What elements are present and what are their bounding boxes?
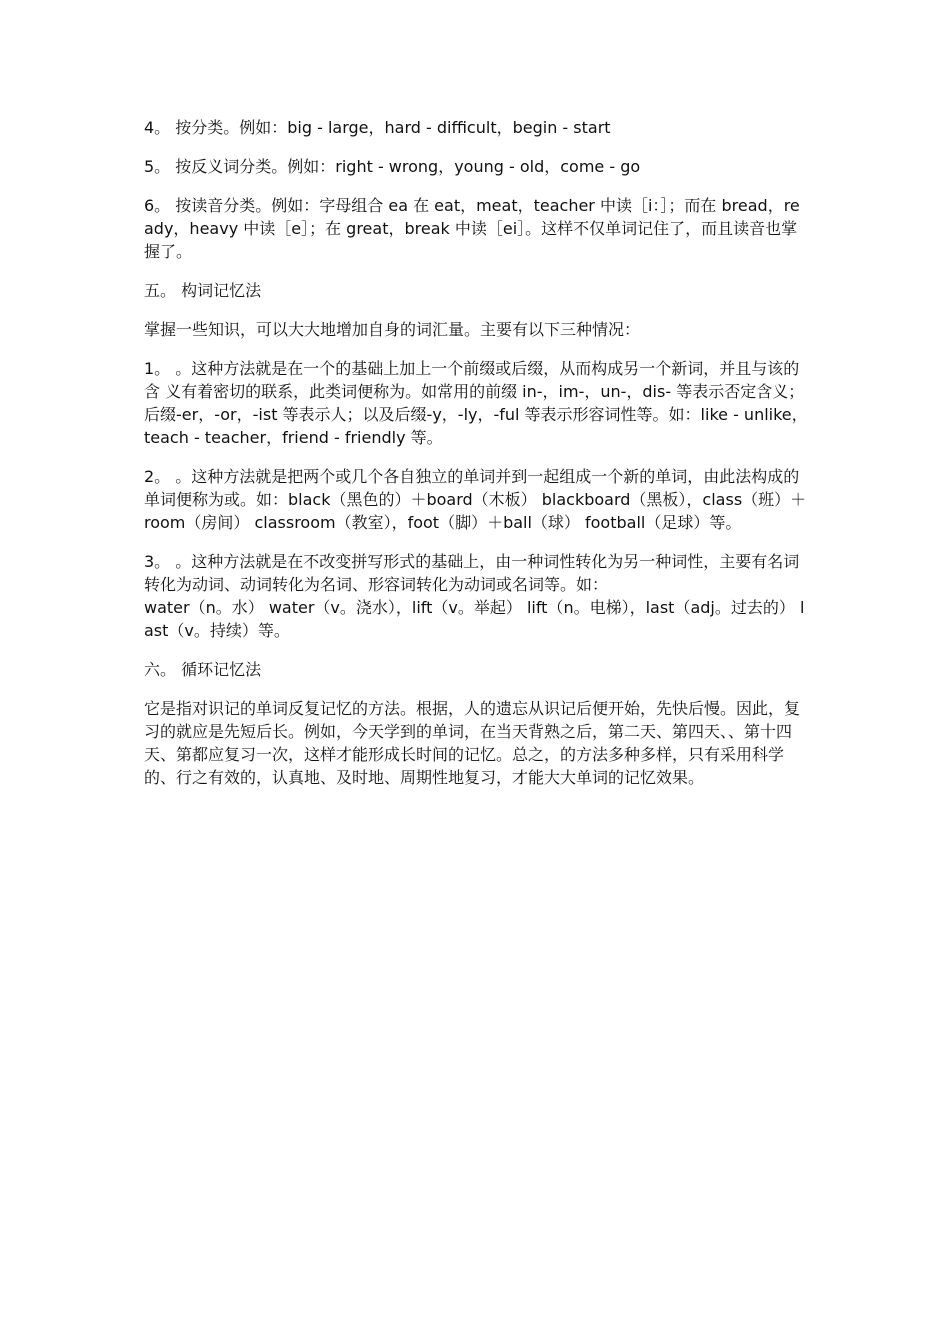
list-item-conversion: 3。 。这种方法就是在不改变拼写形式的基础上，由一种词性转化为另一种词性，主要有名词转化为动词、动词转化为名词、形容词转化为动词或名词等。如： water（n。水） water（v。浇水），lift（v。举起） lift（n。电梯），last（adj。过去的） last（v。持续）等。 <box>144 552 805 640</box>
section-body-cyclic-memory: 它是指对识记的单词反复记忆的方法。根据，人的遗忘从识记后便开始，先快后慢。因此，复习的就应是先短后长。例如，今天学到的单词，在当天背熟之后，第二天、第四天、、第十四天、第都应复习一次，这样才能形成长时间的记忆。总之，的方法多种多样，只有采用科学的、行之有效的，认真地、及时地、周期性地复习，才能大大单词的记忆效果。 <box>144 699 801 787</box>
list-item-compounding: 2。 。这种方法就是把两个或几个各自独立的单词并到一起组成一个新的单词，由此法构成的单词便称为或。如：black（黑色的）＋board（木板） blackboard（黑板），class（班）＋room（房间） classroom（教室），foot（脚）＋ball（球） football（足球）等。 <box>144 467 807 532</box>
list-item-pronunciation: 6。 按读音分类。例如：字母组合 ea 在 eat，meat，teacher 中读［i：］；而在 bread，ready，heavy 中读［e］；在 great，break 中读［ei］。这样不仅单词记住了，而且读音也掌握了。 <box>144 196 800 261</box>
list-item-derivation: 1。 。这种方法就是在一个的基础上加上一个前缀或后缀，从而构成另一个新词，并且与该的含 义有着密切的联系，此类词便称为。如常用的前缀 in-，im-，un-，dis- 等表示否定含义；后缀-er，-or，-ist 等表示人；以及后缀-y，-ly，-ful 等表示形容词性等。如：like - unlike，teach - teacher，friend - friendly 等。 <box>144 359 808 447</box>
section-heading-cyclic-memory: 六。 循环记忆法 <box>144 660 262 679</box>
list-item-classification: 4。 按分类。例如：big - large，hard - difficult，begin - start <box>144 118 611 137</box>
list-item-antonyms: 5。 按反义词分类。例如：right - wrong，young - old，come - go <box>144 157 641 176</box>
document-page <box>144 116 808 805</box>
section-heading-word-formation: 五。 构词记忆法 <box>144 281 262 300</box>
section-intro-word-formation: 掌握一些知识，可以大大地增加自身的词汇量。主要有以下三种情况： <box>144 320 641 339</box>
